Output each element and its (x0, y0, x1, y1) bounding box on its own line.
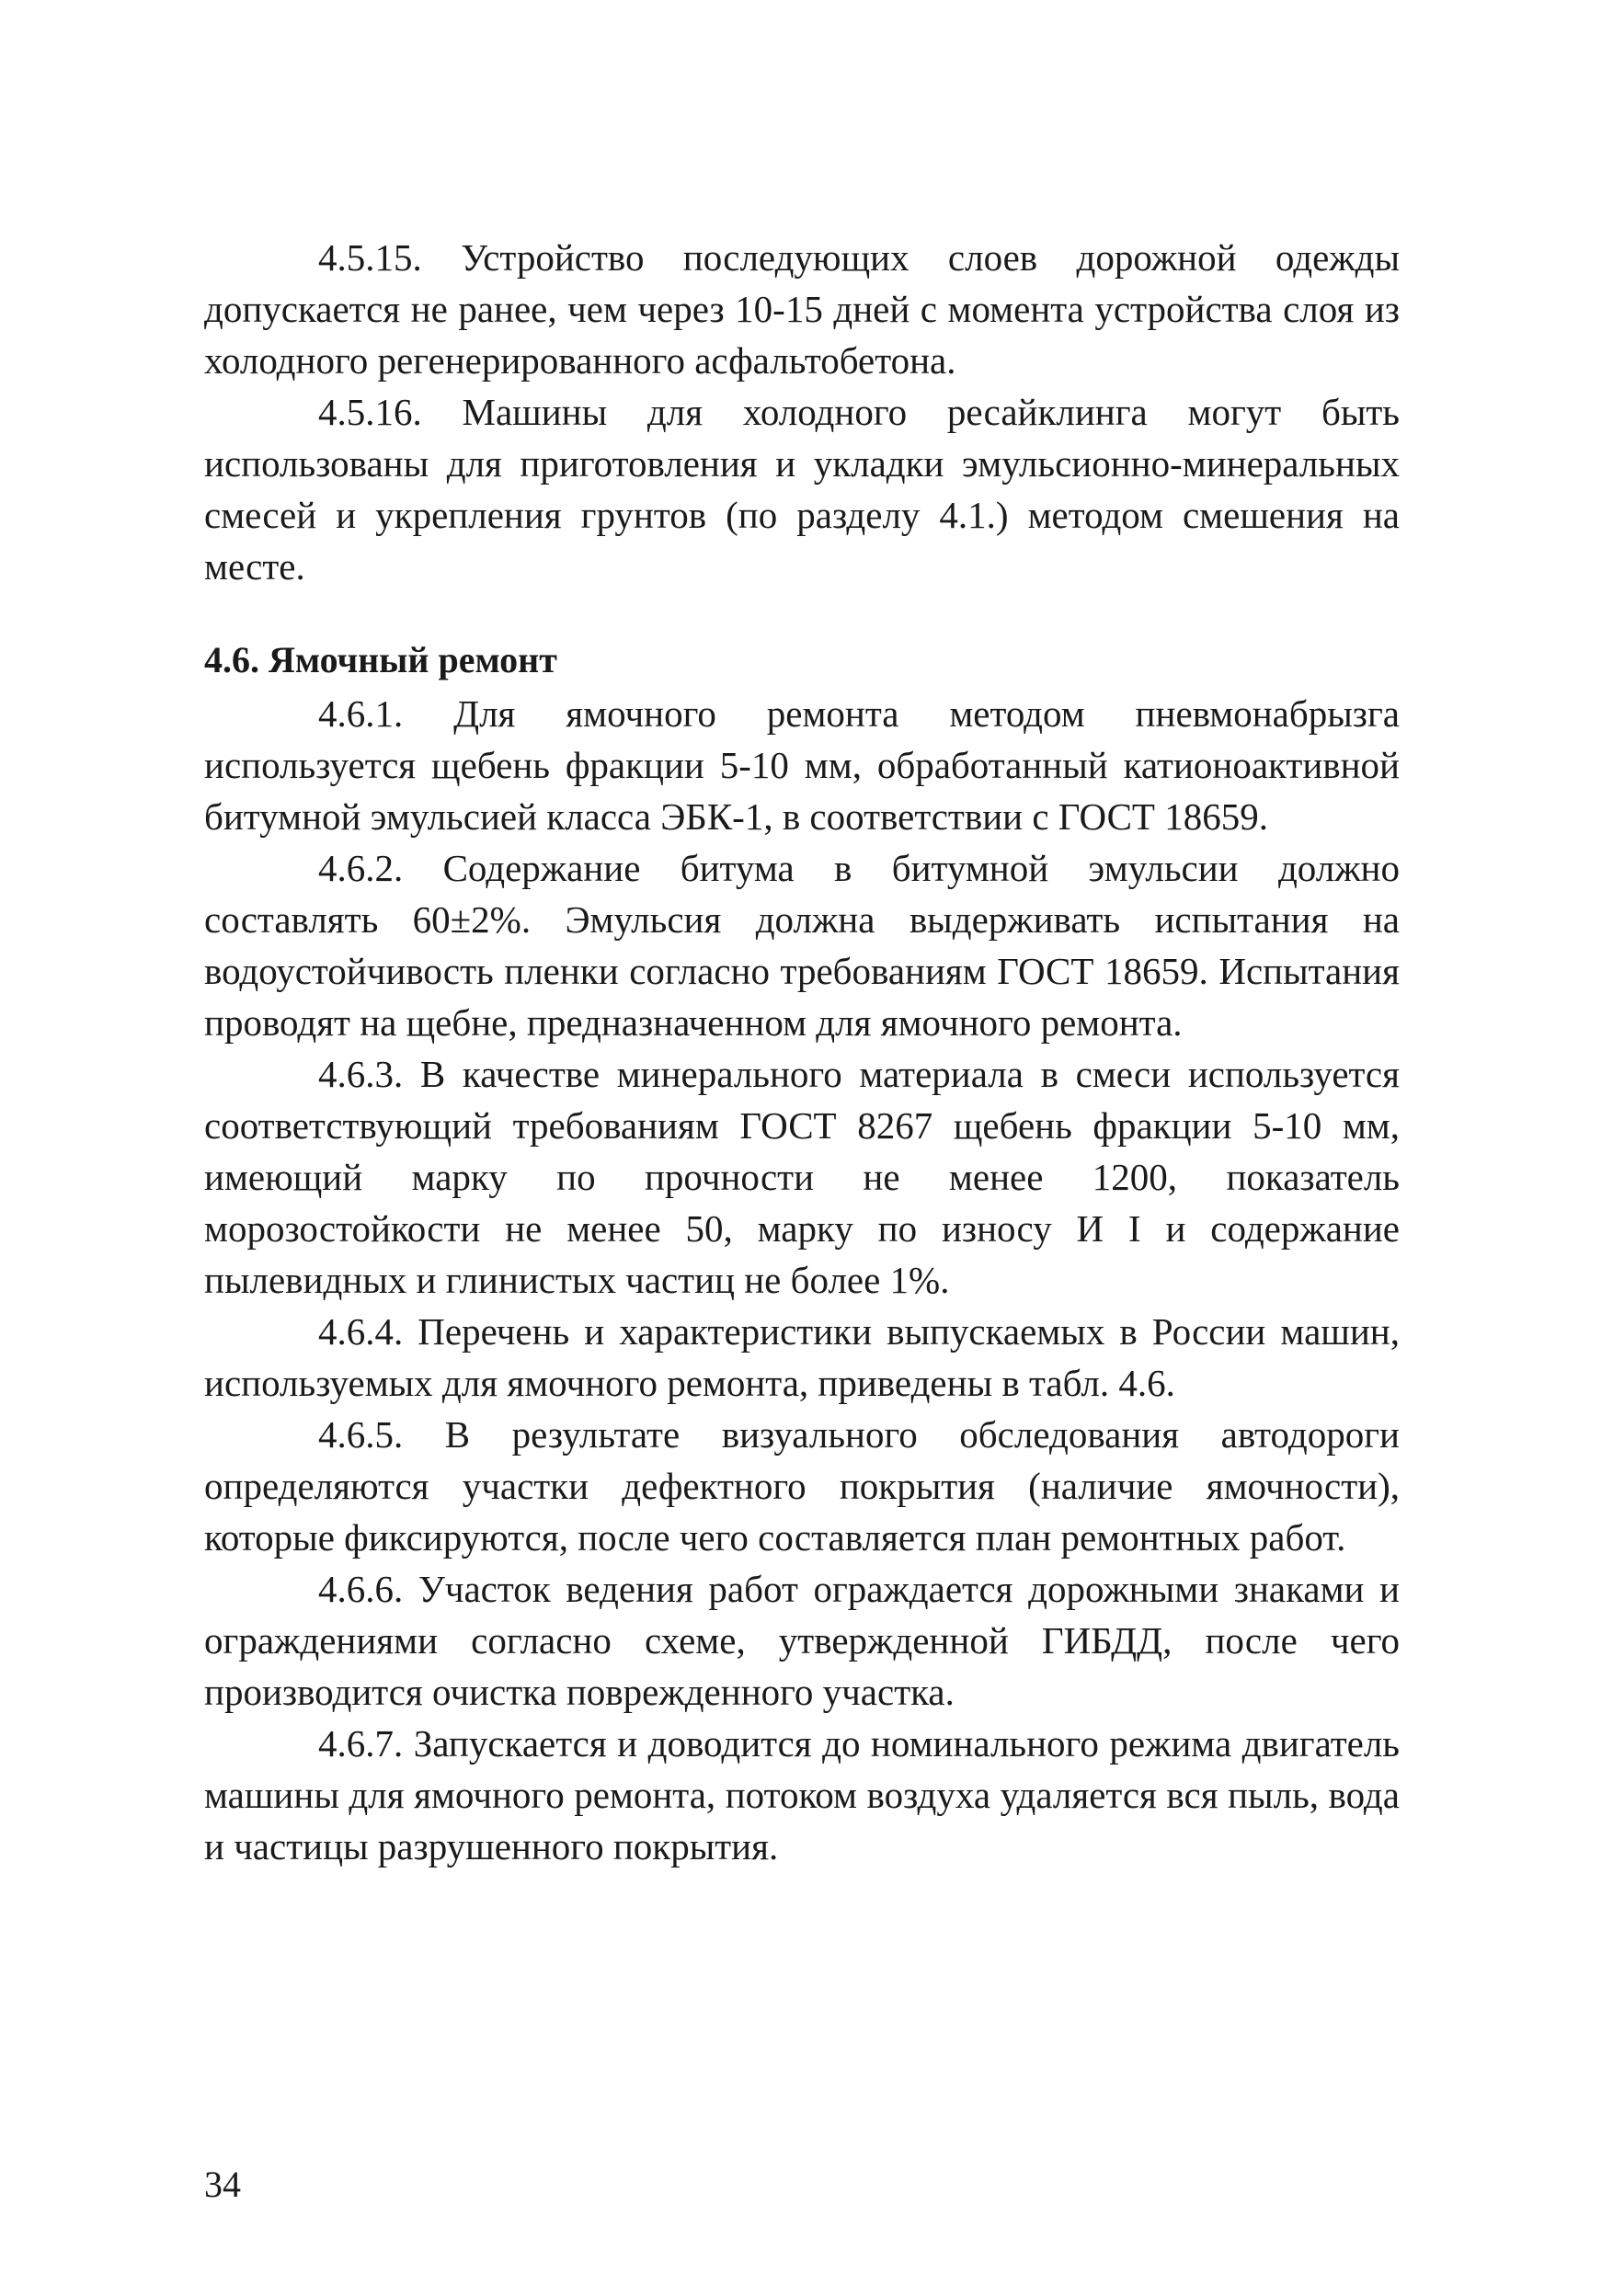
page-number: 34 (204, 2164, 241, 2205)
paragraph-4-5-16: 4.5.16. Машины для холодного ресайклинга могут быть использованы для приготовления и укладки эмульсионно-минеральных смесей и укрепления грунтов (по разделу 4.1.) методом смешения на месте. (204, 391, 1400, 588)
paragraph-4-5-15: 4.5.15. Устройство последующих слоев дорожной одежды допускается не ранее, чем через 10-15 дней с момента устройства слоя из холодного регенерированного асфальтобетона. (204, 236, 1400, 382)
paragraph-4-6-5: 4.6.5. В результате визуального обследования автодороги определяются участки дефектного покрытия (наличие ямочности), которые фиксируются, после чего составляется план ремонтных работ. (204, 1413, 1400, 1559)
paragraph-4-6-3: 4.6.3. В качестве минерального материала в смеси используется соответствующий требованиям ГОСТ 8267 щебень фракции 5-10 мм, имеющий марку по прочности не менее 1200, показатель морозостойкости не менее 50, марку по износу И I и содержание пылевидных и глинистых частиц не более 1%. (204, 1053, 1400, 1301)
paragraph-4-6-6: 4.6.6. Участок ведения работ ограждается дорожными знаками и ограждениями согласно схеме, утвержденной ГИБДД, после чего производится очистка поврежденного участка. (204, 1568, 1400, 1713)
paragraph-4-6-1: 4.6.1. Для ямочного ремонта методом пневмонабрызга используется щебень фракции 5-10 мм, обработанный катионоактивной битумной эмульсией класса ЭБК-1, в соответствии с ГОСТ 18659. (204, 692, 1400, 838)
paragraph-4-6-4: 4.6.4. Перечень и характеристики выпускаемых в России машин, используемых для ямочного ремонта, приведены в табл. 4.6. (204, 1310, 1400, 1404)
paragraph-4-6-2: 4.6.2. Содержание битума в битумной эмульсии должно составлять 60±2%. Эмульсия должна выдерживать испытания на водоустойчивость пленки согласно требованиям ГОСТ 18659. Испытания проводят на щебне, предназначенном для ямочного ремонта. (204, 847, 1400, 1044)
text-column (204, 232, 1400, 1872)
section-heading: 4.6. Ямочный ремонт (204, 639, 557, 680)
paragraph-4-6-7: 4.6.7. Запускается и доводится до номинального режима двигатель машины для ямочного ремонта, потоком воздуха удаляется вся пыль, вода и частицы разрушенного покрытия. (204, 1722, 1400, 1868)
